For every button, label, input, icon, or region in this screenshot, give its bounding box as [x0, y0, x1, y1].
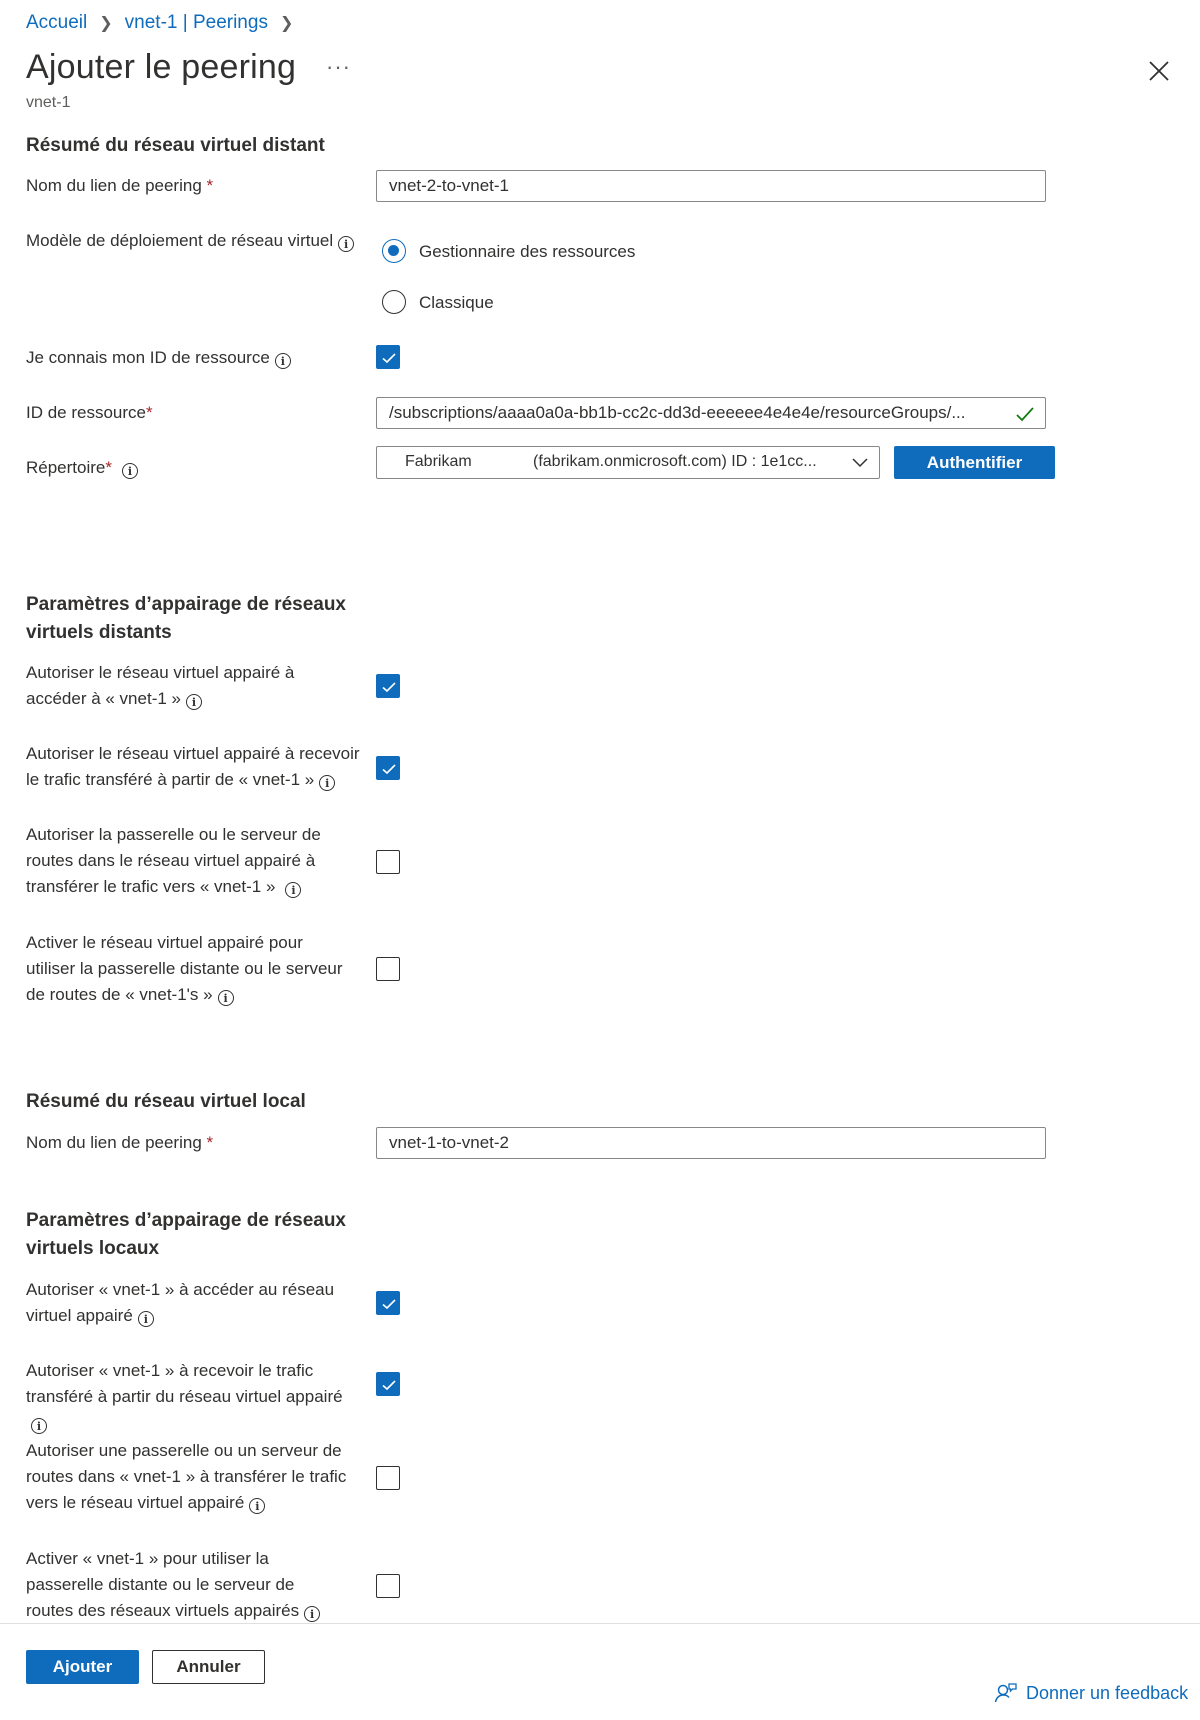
breadcrumb-peerings-link[interactable]: vnet-1 | Peerings [124, 12, 268, 33]
local-settings-heading: Paramètres d’appairage de réseaux virtuels locaux [26, 1210, 347, 1259]
remote-setting-label: Activer le réseau virtuel appairé pour utiliser la passerelle distante ou le serveur de routes de « vnet-1's » i [26, 933, 343, 1005]
chevron-down-icon [851, 457, 869, 469]
checkmark-icon [380, 349, 398, 367]
local-use-remote-gateway-checkbox[interactable] [376, 1574, 400, 1598]
page-subtitle: vnet-1 [26, 94, 71, 111]
local-summary-heading: Résumé du réseau virtuel local [26, 1091, 306, 1112]
info-icon[interactable]: i [31, 1418, 47, 1434]
remote-use-remote-gateway-checkbox[interactable] [376, 957, 400, 981]
info-icon[interactable]: i [138, 1311, 154, 1327]
page-title: Ajouter le peering [26, 48, 297, 86]
deployment-model-label: Modèle de déploiement de réseau virtuel i [26, 228, 366, 254]
info-icon[interactable]: i [275, 353, 291, 369]
breadcrumb-home-link[interactable]: Accueil [26, 12, 88, 33]
feedback-link[interactable]: Donner un feedback [994, 1682, 1188, 1704]
directory-select[interactable] [376, 446, 880, 479]
checkmark-icon [380, 760, 398, 778]
more-options-button[interactable]: ··· [326, 54, 351, 79]
remote-link-name-input[interactable]: vnet-2-to-vnet-1 [376, 170, 1046, 202]
checkmark-icon [380, 678, 398, 696]
radio-classic[interactable] [382, 290, 406, 314]
valid-checkmark-icon [1015, 404, 1035, 424]
cancel-button[interactable]: Annuler [152, 1650, 265, 1684]
local-setting-label: Autoriser une passerelle ou un serveur de routes dans « vnet-1 » à transférer le trafic vers le réseau virtuel appairé i [26, 1441, 347, 1513]
remote-link-name-label: Nom du lien de peering * [26, 176, 214, 195]
required-marker: * [105, 458, 112, 477]
local-gateway-transit-checkbox[interactable] [376, 1466, 400, 1490]
resource-id-label: ID de ressource* [26, 403, 153, 422]
remote-summary-heading: Résumé du réseau virtuel distant [26, 135, 325, 156]
remote-settings-heading: Paramètres d’appairage de réseaux virtuels distants [26, 594, 347, 643]
know-resource-id-label: Je connais mon ID de ressource i [26, 345, 362, 371]
info-icon[interactable]: i [338, 236, 354, 252]
directory-label: Répertoire* i [26, 455, 362, 481]
info-icon[interactable]: i [218, 990, 234, 1006]
local-setting-label: Activer « vnet-1 » pour utiliser la passerelle distante ou le serveur de routes des réseaux virtuels appairés i [26, 1546, 362, 1624]
remote-gateway-transit-checkbox[interactable] [376, 850, 400, 874]
info-icon[interactable]: i [304, 1606, 320, 1622]
info-icon[interactable]: i [249, 1498, 265, 1514]
radio-resource-manager-label: Gestionnaire des ressources [419, 242, 636, 261]
breadcrumb [26, 12, 305, 34]
required-marker: * [146, 403, 153, 422]
info-icon[interactable]: i [319, 775, 335, 791]
remote-receive-forwarded-checkbox[interactable] [376, 756, 400, 780]
remote-allow-access-checkbox[interactable] [376, 674, 400, 698]
required-marker: * [201, 176, 214, 195]
remote-setting-label: Autoriser la passerelle ou le serveur de routes dans le réseau virtuel appairé à transférer le trafic vers « vnet-1 » i [26, 825, 321, 897]
directory-name: Fabrikam [405, 453, 472, 470]
local-link-name-label: Nom du lien de peering * [26, 1133, 214, 1152]
checkmark-icon [380, 1295, 398, 1313]
chevron-right-icon: ❯ [279, 15, 294, 32]
directory-detail: (fabrikam.onmicrosoft.com) ID : 1e1cc... [533, 453, 817, 470]
chevron-right-icon: ❯ [99, 15, 113, 32]
info-icon[interactable]: i [122, 463, 138, 479]
local-setting-label: Autoriser « vnet-1 » à accéder au réseau virtuel appairé i [26, 1280, 335, 1326]
feedback-icon [994, 1682, 1018, 1704]
radio-resource-manager[interactable] [382, 239, 406, 263]
authenticate-button[interactable]: Authentifier [894, 446, 1055, 479]
close-icon[interactable] [1146, 58, 1172, 84]
local-allow-access-checkbox[interactable] [376, 1291, 400, 1315]
checkmark-icon [380, 1376, 398, 1394]
local-receive-forwarded-checkbox[interactable] [376, 1372, 400, 1396]
remote-setting-label: Autoriser le réseau virtuel appairé à recevoir le trafic transféré à partir de « vnet-1 » i [26, 744, 360, 790]
know-resource-id-checkbox[interactable] [376, 345, 400, 369]
info-icon[interactable]: i [285, 882, 301, 898]
info-icon[interactable]: i [186, 694, 202, 710]
footer-divider [0, 1623, 1200, 1624]
required-marker: * [201, 1133, 214, 1152]
local-link-name-input[interactable]: vnet-1-to-vnet-2 [376, 1127, 1046, 1159]
radio-classic-label: Classique [419, 293, 494, 312]
add-button[interactable]: Ajouter [26, 1650, 139, 1684]
remote-setting-label: Autoriser le réseau virtuel appairé à accéder à « vnet-1 » i [26, 663, 295, 709]
local-setting-label: Autoriser « vnet-1 » à recevoir le trafic transféré à partir du réseau virtuel appairéi [26, 1361, 343, 1433]
resource-id-input[interactable]: /subscriptions/aaaa0a0a-bb1b-cc2c-dd3d-eeeeee4e4e4e/resourceGroups/... [376, 397, 1046, 429]
